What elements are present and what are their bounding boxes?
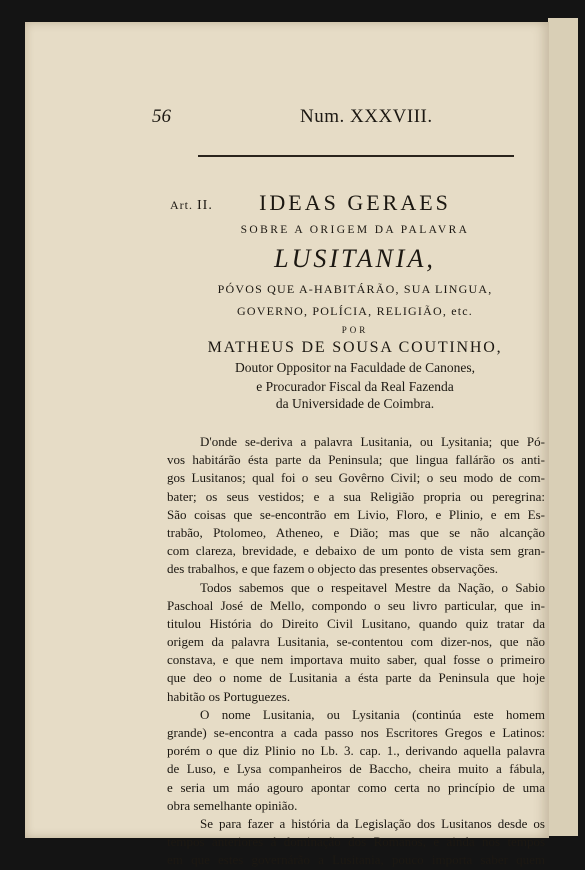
body-line: com clareza, brevidade, e debaixo de um ponto de vista sem gran- (167, 543, 545, 559)
author-description-3: da Universidade de Coimbra. (275, 396, 435, 411)
byline-por: POR (341, 325, 369, 335)
body-line: e seria um máo agouro apontar como certa no princípio de uma (167, 779, 545, 795)
body-line: bater; os seus vestidos; e a sua Religião propria ou peregrina: (167, 488, 545, 504)
article-label-prefix: Art. (170, 198, 193, 212)
body-line: D'onde se-deriva a palavra Lusitania, ou Lysitania; que Pó- (200, 434, 545, 449)
body-line: habitão os Portuguezes. (167, 688, 291, 704)
body-line: de Luso, e Lysa companheiros de Baccho, cheira muito a fábula, (167, 761, 545, 777)
body-line: São coisas que se-encontrão em Livio, Floro, e Plinio, e em Es- (167, 506, 545, 522)
article-subtitle-3: GOVERNO, POLÍCIA, RELIGIÃO, etc. (236, 304, 474, 318)
body-line: gos Lusitanos; qual foi o seu Govêrno Civil; o seu modo de com- (167, 470, 545, 486)
article-subtitle-1: SOBRE A ORIGEM DA PALAVRA (240, 224, 470, 236)
article-body (167, 433, 545, 870)
body-line: tempos anteriores á dominação dos Romanos, e ainda nos tempos (167, 834, 545, 850)
body-line: trabão, Ptolomeo, Atheneo, e Dião; mas que se não alcanção (167, 524, 545, 540)
body-line: titulou História do Direito Civil Lusitano, quando quiz tratar da (167, 615, 545, 631)
body-line: Se para fazer a história da Legislação dos Lusitanos desde os (200, 815, 545, 831)
author-description-1: Doutor Oppositor na Faculdade de Canones, (235, 360, 475, 375)
author-description-2: e Procurador Fiscal da Real Fazenda (256, 379, 454, 394)
article-title-lusitania: LUSITANIA, (274, 244, 436, 273)
article-title: IDEAS GERAES (259, 190, 451, 215)
body-line: des trabalhos, e que fazem o objecto das presentes observações. (167, 561, 499, 577)
body-line: vos habitárão ésta parte da Peninsula; que lingua fallárão os anti- (167, 452, 545, 468)
body-line: Todos sabemos que o respeitavel Mestre da Nação, o Sabio (200, 579, 545, 595)
body-line: grande) se-encontra a cada passo nos Escritores Gregos e Latinos: (167, 725, 545, 740)
article-label-number: II. (197, 198, 213, 213)
book-page (25, 22, 549, 868)
body-line: que deo o nome de Lusitania a ésta parte da Peninsula que hoje (167, 670, 545, 686)
author-name: MATHEUS DE SOUSA COUTINHO, (207, 339, 503, 356)
body-line: origem da palavra Lusitania, se-contentou com dizer-nos, que não (167, 634, 545, 650)
body-line: obra semelhante opinião. (167, 797, 298, 813)
body-line: Paschoal José de Mello, compondo o seu livro particular, que in- (167, 597, 545, 613)
body-line: O nome Lusitania, ou Lysitania (continúa este homem (200, 706, 545, 722)
adjacent-page-edge (548, 18, 578, 836)
page-number: 56 (152, 106, 171, 127)
body-line: em que estes governárão a Lusitania, pouco importa saber quem (167, 852, 545, 868)
body-line: porém o que diz Plinio no Lb. 3. cap. 1., derivando aquella palavra (167, 743, 545, 759)
body-line: constava, e que nem importava muito saber, qual fosse o primeiro (167, 652, 545, 668)
running-head: Num. XXXVIII. (300, 106, 433, 127)
article-subtitle-2: PÓVOS QUE A-HABITÁRÃO, SUA LINGUA, (217, 282, 493, 296)
header-rule (198, 155, 514, 157)
